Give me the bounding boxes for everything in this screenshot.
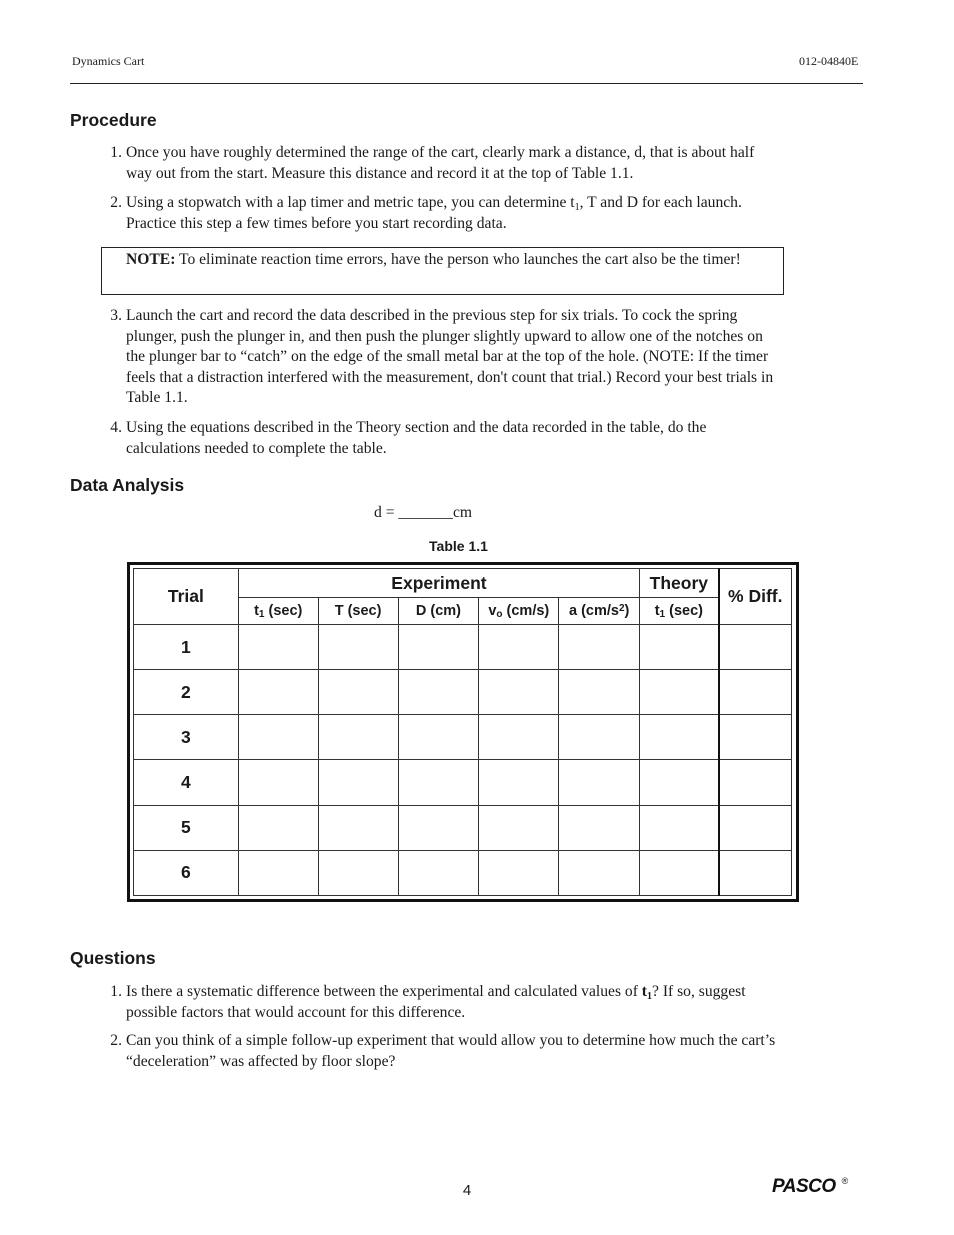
empty-cell bbox=[238, 760, 318, 805]
trial-header: Trial bbox=[134, 569, 239, 625]
empty-cell bbox=[398, 670, 479, 715]
note-box bbox=[101, 247, 784, 295]
note-label: NOTE: bbox=[126, 251, 176, 268]
empty-cell bbox=[719, 625, 792, 670]
table-row bbox=[134, 805, 792, 850]
question-1 bbox=[104, 982, 784, 1023]
trial-number: 4 bbox=[134, 760, 239, 805]
empty-cell bbox=[559, 760, 640, 805]
trial-number: 1 bbox=[134, 625, 239, 670]
empty-cell bbox=[398, 805, 479, 850]
empty-cell bbox=[559, 850, 640, 895]
empty-cell bbox=[479, 715, 559, 760]
registered-mark: ® bbox=[841, 1176, 848, 1186]
experiment-header: Experiment bbox=[238, 569, 639, 598]
table-row bbox=[134, 670, 792, 715]
procedure-step-4 bbox=[104, 418, 784, 459]
empty-cell bbox=[398, 715, 479, 760]
empty-cell bbox=[318, 805, 398, 850]
empty-cell bbox=[398, 850, 479, 895]
procedure-step-1 bbox=[104, 143, 784, 184]
empty-cell bbox=[238, 625, 318, 670]
bold-symbol: t bbox=[641, 983, 647, 1000]
step-text-part: , T and D for each launch. Practice this step a few times before you start recording data. bbox=[126, 194, 742, 232]
question-number: 2. bbox=[110, 1032, 122, 1049]
table-row bbox=[134, 715, 792, 760]
vo-column-header: $v_o$ (cm/s) bbox=[479, 598, 559, 625]
document-number: 012-04840E bbox=[799, 54, 859, 68]
logo-text: PASCO bbox=[772, 1176, 836, 1197]
empty-cell bbox=[318, 670, 398, 715]
empty-cell bbox=[479, 760, 559, 805]
running-header-title: Dynamics Cart bbox=[72, 54, 145, 68]
table-row bbox=[134, 625, 792, 670]
empty-cell bbox=[640, 850, 719, 895]
pasco-logo bbox=[772, 1176, 848, 1198]
step-text: Launch the cart and record the data described in the previous step for six trials. To cock the spring plunger, push the plunger in, and then push the plunger slightly upward to allow one of the notches on the plunger bar to “catch” on the edge of the small metal bar at the top of the hole. (NOTE: If the timer feels that a distraction interfered with the measurement, don't count that trial.) Record your best trials in Table 1.1. bbox=[126, 307, 774, 406]
step-text bbox=[126, 193, 784, 234]
empty-cell bbox=[238, 805, 318, 850]
empty-cell bbox=[238, 715, 318, 760]
header-rule bbox=[70, 83, 863, 84]
procedure-heading: Procedure bbox=[70, 110, 157, 130]
empty-cell bbox=[559, 625, 640, 670]
question-text: Can you think of a simple follow-up experiment that would allow you to determine how much the cart’s “deceleration” was affected by floor slope? bbox=[126, 1032, 776, 1070]
subscript: 1 bbox=[574, 202, 580, 213]
trial-number: 5 bbox=[134, 805, 239, 850]
T-column-header: T (sec) bbox=[318, 598, 398, 625]
empty-cell bbox=[479, 670, 559, 715]
empty-cell bbox=[559, 670, 640, 715]
question-number: 1. bbox=[110, 983, 122, 1000]
step-number: 1. bbox=[110, 144, 122, 161]
empty-cell bbox=[559, 805, 640, 850]
table-caption: Table 1.1 bbox=[429, 538, 488, 554]
step-text-part: Using a stopwatch with a lap timer and metric tape, you can determine t bbox=[126, 194, 575, 211]
data-analysis-heading: Data Analysis bbox=[70, 475, 185, 495]
procedure-step-3 bbox=[104, 306, 784, 409]
empty-cell bbox=[318, 715, 398, 760]
empty-cell bbox=[479, 805, 559, 850]
procedure-step-2 bbox=[104, 193, 784, 234]
question-text-part: Is there a systematic difference between the experimental and calculated values of bbox=[126, 983, 642, 1000]
page-number: 4 bbox=[462, 1182, 472, 1199]
question-text-part: ? If so, suggest possible factors that would account for this difference. bbox=[126, 983, 746, 1021]
step-number: 4. bbox=[110, 419, 122, 436]
empty-cell bbox=[719, 670, 792, 715]
note-text: To eliminate reaction time errors, have the person who launches the cart also be the timer! bbox=[175, 251, 741, 268]
data-table bbox=[133, 568, 792, 896]
empty-cell bbox=[559, 715, 640, 760]
subscript: 1 bbox=[647, 991, 652, 1002]
theory-t1-column-header: $t_1$ (sec) bbox=[640, 598, 719, 625]
question-text bbox=[126, 982, 784, 1023]
empty-cell bbox=[238, 670, 318, 715]
questions-heading: Questions bbox=[70, 948, 156, 968]
empty-cell bbox=[318, 625, 398, 670]
empty-cell bbox=[640, 670, 719, 715]
theory-header: Theory bbox=[640, 569, 719, 598]
empty-cell bbox=[479, 625, 559, 670]
table-row bbox=[134, 850, 792, 895]
empty-cell bbox=[719, 805, 792, 850]
trial-number: 3 bbox=[134, 715, 239, 760]
empty-cell bbox=[398, 625, 479, 670]
a-column-header: a $(cm/s^2)$ bbox=[559, 598, 640, 625]
empty-cell bbox=[719, 850, 792, 895]
empty-cell bbox=[640, 715, 719, 760]
step-number: 3. bbox=[110, 307, 122, 324]
question-2 bbox=[104, 1031, 784, 1072]
empty-cell bbox=[719, 760, 792, 805]
distance-blank: d = _______cm bbox=[374, 504, 473, 521]
empty-cell bbox=[640, 805, 719, 850]
trial-number: 2 bbox=[134, 670, 239, 715]
empty-cell bbox=[398, 760, 479, 805]
step-text: Once you have roughly determined the range of the cart, clearly mark a distance, d, that is about half way out from the start. Measure this distance and record it at the top of Table 1.1. bbox=[126, 144, 755, 182]
empty-cell bbox=[238, 850, 318, 895]
percent-diff-header: % Diff. bbox=[719, 569, 792, 625]
trial-number: 6 bbox=[134, 850, 239, 895]
step-text: Using the equations described in the Theory section and the data recorded in the table, do the calculations needed to complete the table. bbox=[126, 419, 707, 457]
step-number: 2. bbox=[110, 194, 122, 211]
table-row bbox=[134, 760, 792, 805]
t1-column-header: $t_1$ (sec) bbox=[238, 598, 318, 625]
empty-cell bbox=[719, 715, 792, 760]
empty-cell bbox=[640, 760, 719, 805]
empty-cell bbox=[479, 850, 559, 895]
empty-cell bbox=[318, 760, 398, 805]
empty-cell bbox=[318, 850, 398, 895]
D-column-header: D (cm) bbox=[398, 598, 479, 625]
empty-cell bbox=[640, 625, 719, 670]
